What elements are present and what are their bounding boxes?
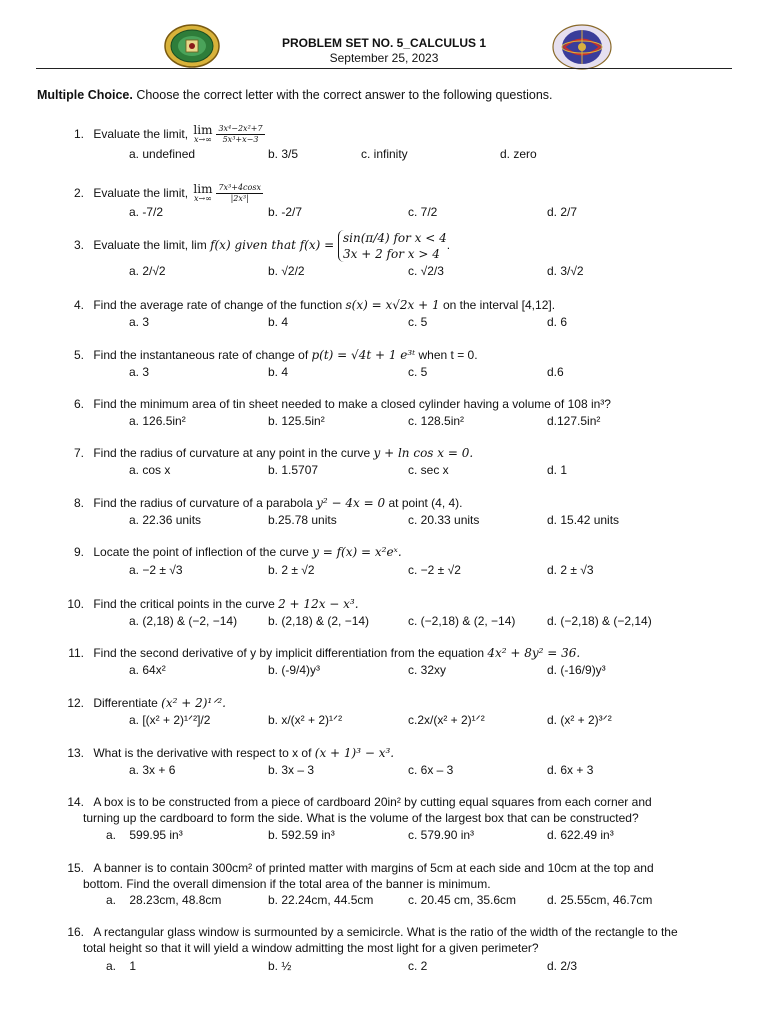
choice-c[interactable]: c. 6x – 3	[408, 763, 454, 777]
question-number: 1.	[73, 126, 84, 141]
choice-a[interactable]: a. 126.5in²	[129, 414, 186, 428]
question-text-continued: bottom. Find the overall dimension if the total area of the banner is minimum.	[83, 877, 491, 891]
choice-b[interactable]: b. -2/7	[268, 205, 303, 219]
question-number: 15.	[67, 861, 84, 875]
math-expression: y = f(x) = x²eˣ.	[312, 545, 402, 559]
choice-d[interactable]: d. 2/7	[547, 205, 578, 219]
answer-choices	[0, 315, 768, 331]
choice-d[interactable]: d. 15.42 units	[547, 513, 620, 527]
choice-a[interactable]: a. 2/√2	[129, 264, 166, 278]
choice-d[interactable]: d. (−2,18) & (−2,14)	[547, 614, 652, 628]
choice-c[interactable]: c. infinity	[361, 147, 408, 161]
choice-a[interactable]: a. 3	[129, 365, 150, 379]
question-text: What is the derivative with respect to x of	[93, 746, 315, 760]
choice-b[interactable]: b. (-9/4)y³	[268, 663, 321, 677]
choice-a[interactable]: a. 1	[106, 959, 137, 973]
choice-d[interactable]: d. 2/3	[547, 959, 578, 973]
choice-d[interactable]: d. 2 ± √3	[547, 563, 594, 577]
choice-c[interactable]: c. −2 ± √2	[408, 563, 461, 577]
question-text: Find the minimum area of tin sheet needed to make a closed cylinder having a volume of 108 in³?	[93, 397, 611, 411]
question-text: Differentiate	[93, 696, 162, 710]
choice-c[interactable]: c. 579.90 in³	[408, 828, 475, 842]
question-text: Find the radius of curvature of a parabola	[93, 496, 317, 510]
question-text: Evaluate the limit, lim	[93, 238, 207, 253]
answer-choices	[0, 614, 768, 630]
answer-choices	[0, 414, 768, 430]
question-text: Find the radius of curvature at any point in the curve	[93, 446, 374, 460]
choice-c[interactable]: c. sec x	[408, 463, 449, 477]
choice-b[interactable]: b. 125.5in²	[268, 414, 325, 428]
choice-b[interactable]: b. √2/2	[268, 264, 305, 278]
choice-a[interactable]: a. undefined	[129, 147, 196, 161]
choice-b[interactable]: b. 3/5	[268, 147, 299, 161]
choice-d[interactable]: d. 1	[547, 463, 568, 477]
instructions-heading: Multiple Choice.	[37, 88, 133, 102]
header-divider	[36, 68, 732, 69]
choice-b[interactable]: b. 22.24cm, 44.5cm	[268, 893, 374, 907]
question-number: 14.	[67, 795, 84, 809]
choice-b[interactable]: b. 592.59 in³	[268, 828, 335, 842]
answer-choices	[0, 828, 768, 844]
choice-d[interactable]: d. zero	[500, 147, 537, 161]
question-number: 9.	[73, 545, 84, 559]
choice-a[interactable]: a. 3	[129, 315, 150, 329]
answer-choices	[0, 893, 768, 909]
choice-d[interactable]: d. 25.55cm, 46.7cm	[547, 893, 653, 907]
choice-d[interactable]: d.6	[547, 365, 564, 379]
choice-a[interactable]: a. (2,18) & (−2, −14)	[129, 614, 238, 628]
choice-b[interactable]: b. x/(x² + 2)¹ᐟ²	[268, 713, 343, 727]
question-text: A banner is to contain 300cm² of printed matter with margins of 5cm at each side and 10cm at the top and	[93, 861, 654, 875]
choice-c[interactable]: c. 2	[408, 959, 428, 973]
math-expression: 4x² + 8y² = 36.	[487, 646, 581, 660]
question-text: Find the critical points in the curve	[93, 597, 279, 611]
choice-a[interactable]: a. 3x + 6	[129, 763, 176, 777]
math-expression: (x² + 2)¹ᐟ².	[161, 696, 226, 710]
answer-choices	[0, 513, 768, 529]
question-number: 2.	[73, 185, 84, 200]
piecewise-function: sin(π/4) for x < 4 3x + 2 for x > 4	[338, 230, 447, 262]
problem-set-date: September 25, 2023	[329, 51, 439, 65]
choice-a[interactable]: a. 28.23cm, 48.8cm	[106, 893, 222, 907]
choice-c[interactable]: c. (−2,18) & (2, −14)	[408, 614, 516, 628]
choice-a[interactable]: a. [(x² + 2)¹ᐟ²]/2	[129, 713, 211, 727]
answer-choices	[0, 205, 768, 221]
choice-a[interactable]: a. -7/2	[129, 205, 164, 219]
question-number: 12.	[67, 696, 84, 710]
answer-choices	[0, 713, 768, 729]
choice-c[interactable]: c. 5	[408, 365, 428, 379]
question-text: Find the second derivative of y by implicit differentiation from the equation	[93, 646, 488, 660]
choice-c[interactable]: c. 20.33 units	[408, 513, 480, 527]
math-expression: y + ln cos x = 0.	[373, 446, 474, 460]
question-number: 11.	[68, 646, 84, 660]
math-expression: (x + 1)³ − x³.	[314, 746, 395, 760]
limit-operator: lim x→∞	[193, 122, 213, 144]
document-header	[0, 24, 768, 70]
question-number: 8.	[73, 496, 84, 510]
answer-choices	[0, 563, 768, 579]
choice-b[interactable]: b. 1.5707	[268, 463, 319, 477]
choice-d[interactable]: d. (x² + 2)³ᐟ²	[547, 713, 612, 727]
question-text: Evaluate the limit,	[93, 126, 192, 141]
limit-fraction: $\frac{\text{7x³+4cosx}}{\text{|2x³|}}$	[218, 183, 261, 203]
question-number: 7.	[73, 446, 84, 460]
math-expression: 2 + 12x − x³.	[278, 597, 359, 611]
choice-a[interactable]: a. 599.95 in³	[106, 828, 183, 842]
math-expression: s(x) = x√2x + 1	[345, 298, 440, 312]
question-number: 10.	[67, 597, 84, 611]
college-globe-logo	[552, 24, 612, 70]
answer-choices	[0, 763, 768, 779]
choice-a[interactable]: a. 64x²	[129, 663, 166, 677]
choice-c[interactable]: c. 32xy	[408, 663, 447, 677]
choice-c[interactable]: c. 20.45 cm, 35.6cm	[408, 893, 517, 907]
question-number: 13.	[67, 746, 84, 760]
choice-b[interactable]: b. (2,18) & (2, −14)	[268, 614, 370, 628]
choice-c[interactable]: c. √2/3	[408, 264, 444, 278]
question-text: Evaluate the limit,	[93, 185, 192, 200]
question-text-continued: total height so that it will yield a window admitting the most light for a given perimeter?	[83, 941, 539, 955]
choice-d[interactable]: d. 6x + 3	[547, 763, 594, 777]
choice-b[interactable]: b. 3x – 3	[268, 763, 315, 777]
question-number: 4.	[73, 298, 84, 312]
answer-choices	[0, 365, 768, 381]
question-text: Locate the point of inflection of the curve	[93, 545, 313, 559]
question-number: 3.	[73, 238, 84, 253]
choice-c[interactable]: c. 128.5in²	[408, 414, 465, 428]
choice-b[interactable]: b. 2 ± √2	[268, 563, 315, 577]
instructions	[37, 88, 553, 103]
choice-a[interactable]: a. 22.36 units	[129, 513, 202, 527]
choice-c[interactable]: c.2x/(x² + 2)¹ᐟ²	[408, 713, 485, 727]
question-text-continued: turning up the cardboard to form the side. What is the volume of the largest box that can be constructed?	[83, 811, 639, 825]
choice-b[interactable]: b.25.78 units	[268, 513, 337, 527]
choice-b[interactable]: b. 4	[268, 315, 289, 329]
answer-choices	[0, 147, 768, 163]
answer-choices	[0, 959, 768, 975]
function-definition: f(x) given that f(x) =	[210, 238, 338, 253]
question-number: 16.	[67, 925, 84, 939]
choice-a[interactable]: a. cos x	[129, 463, 171, 477]
answer-choices	[0, 463, 768, 479]
choice-c[interactable]: c. 5	[408, 315, 428, 329]
choice-d[interactable]: d. (-16/9)y³	[547, 663, 606, 677]
instructions-text: Choose the correct letter with the correct answer to the following questions.	[132, 88, 553, 102]
question-number: 5.	[73, 348, 84, 362]
question-text: A box is to be constructed from a piece of cardboard 20in² by cutting equal squares from each corner and	[93, 795, 652, 809]
choice-d[interactable]: d. 6	[547, 315, 568, 329]
math-expression: y² − 4x = 0	[316, 496, 386, 510]
choice-c[interactable]: c. 7/2	[408, 205, 438, 219]
math-expression: p(t) = √4t + 1 e³ᵗ	[311, 348, 416, 362]
choice-d[interactable]: d.127.5in²	[547, 414, 601, 428]
question-text: Find the instantaneous rate of change of	[93, 348, 312, 362]
limit-operator: lim x→∞	[193, 181, 213, 203]
question-text: A rectangular glass window is surmounted by a semicircle. What is the ratio of the width of the rectangle to the	[93, 925, 678, 939]
answer-choices	[0, 264, 768, 280]
choice-d[interactable]: d. 622.49 in³	[547, 828, 614, 842]
answer-choices	[0, 663, 768, 679]
choice-b[interactable]: b. 4	[268, 365, 289, 379]
limit-fraction: $\frac{\text{3x⁴−2x²+7}}{\text{5x³+x−3}}$	[218, 124, 263, 144]
choice-d[interactable]: d. 3/√2	[547, 264, 584, 278]
problem-set-title: PROBLEM SET NO. 5_CALCULUS 1	[281, 36, 487, 50]
choice-a[interactable]: a. −2 ± √3	[129, 563, 183, 577]
choice-b[interactable]: b. ½	[268, 959, 292, 973]
question-number: 6.	[73, 397, 84, 411]
question-text: Find the average rate of change of the function	[93, 298, 346, 312]
